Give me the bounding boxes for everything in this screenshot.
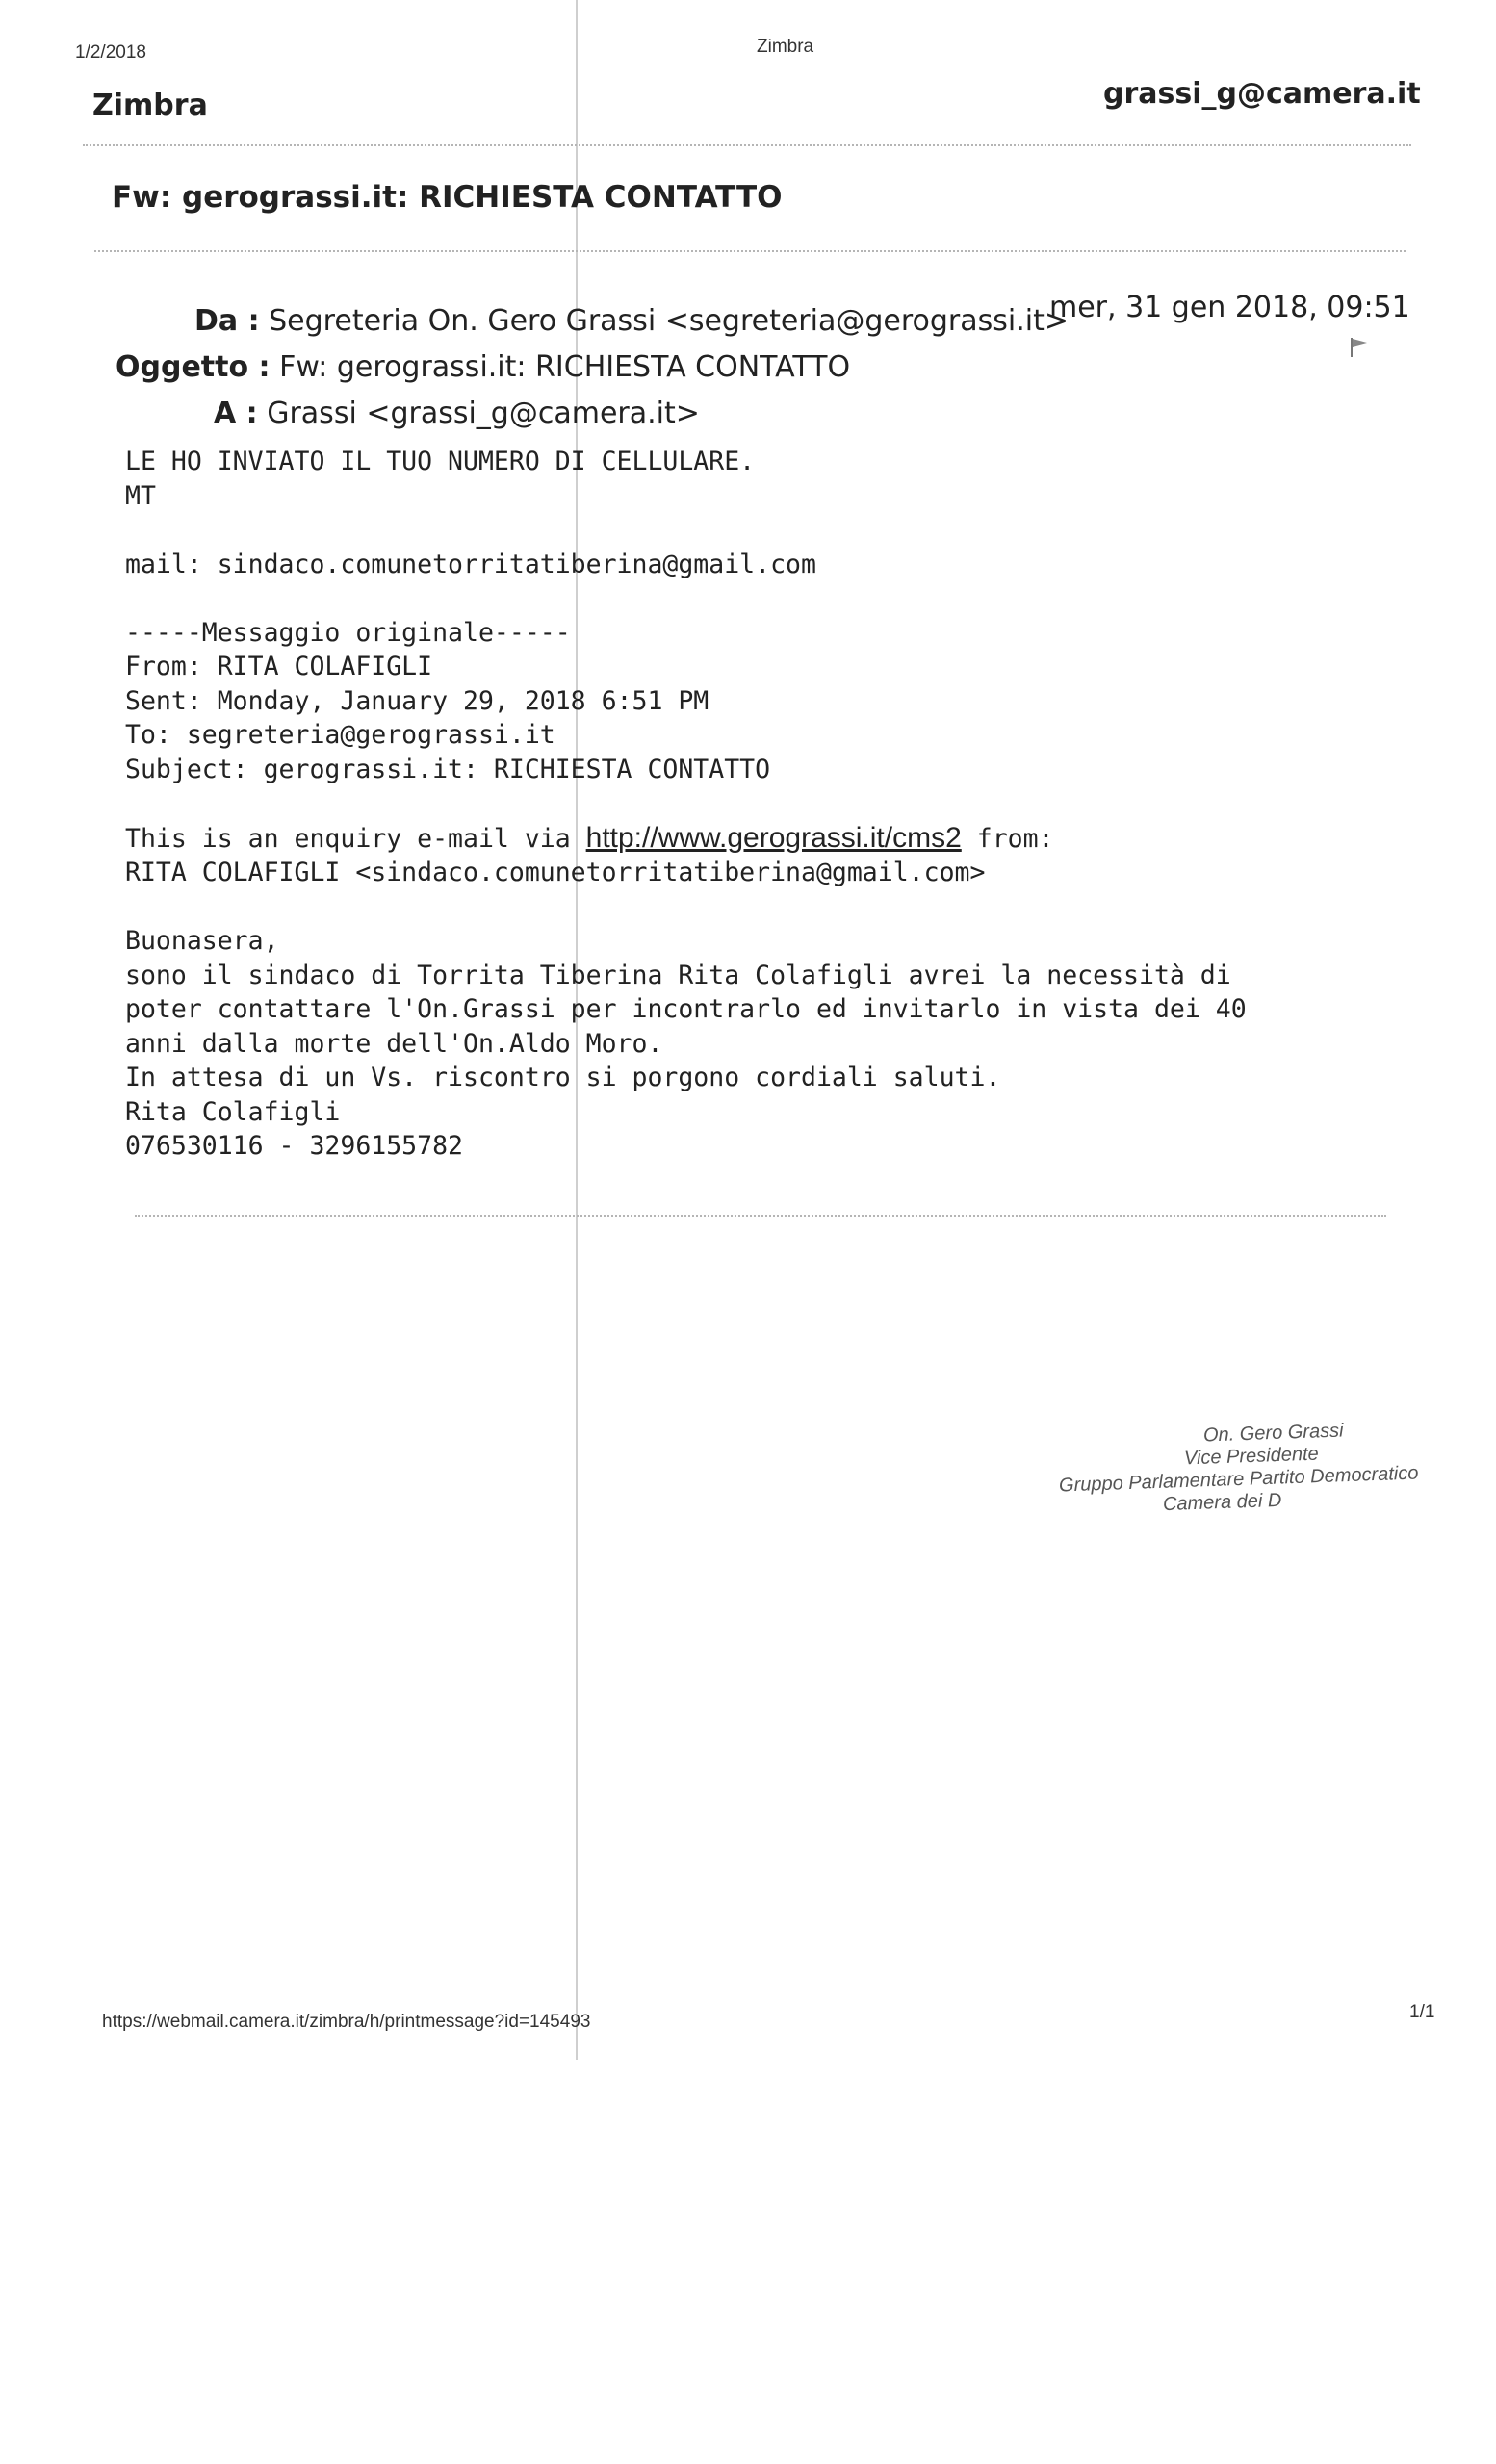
to-value[interactable]: Grassi <grassi_g@camera.it>	[267, 397, 700, 430]
page-number: 1/1	[1409, 2002, 1435, 2022]
subject-row	[116, 350, 850, 384]
from-label: Da :	[194, 304, 260, 338]
stamp-line: Vice Presidente	[1183, 1443, 1320, 1470]
message-body	[125, 445, 1247, 1164]
stamp-line: Gruppo Parlamentare Partito Democratico	[1058, 1462, 1419, 1497]
subject-value: Fw: gerograssi.it: RICHIESTA CONTATTO	[279, 350, 851, 384]
body-line: Subject: gerograssi.it: RICHIESTA CONTATTO	[125, 754, 771, 784]
account-email: grassi_g@camera.it	[1103, 77, 1421, 111]
divider	[94, 250, 1406, 252]
body-line: anni dalla morte dell'On.Aldo Moro.	[125, 1028, 663, 1059]
subject-label: Oggetto :	[116, 350, 271, 384]
body-line: In attesa di un Vs. riscontro si porgono cordiali saluti.	[125, 1063, 1001, 1092]
to-row	[214, 397, 700, 430]
body-line: This is an enquiry e-mail via	[125, 823, 586, 854]
body-line: Buonasera,	[125, 926, 279, 956]
body-line: From: RITA COLAFIGLI	[125, 652, 433, 681]
body-line: 076530116 - 3296155782	[125, 1131, 463, 1161]
enquiry-link[interactable]: http://www.gerograssi.it/cms2	[585, 821, 962, 854]
message-date: mer, 31 gen 2018, 09:51	[1049, 291, 1410, 324]
body-line: LE HO INVIATO IL TUO NUMERO DI CELLULARE.	[125, 447, 756, 476]
message-subject-title: Fw: gerograssi.it: RICHIESTA CONTATTO	[112, 180, 783, 215]
body-line: To: segreteria@gerograssi.it	[125, 720, 555, 750]
stamp-line: On. Gero Grassi	[1202, 1420, 1344, 1447]
from-row	[194, 304, 1069, 338]
stamp-line: Camera dei D	[1162, 1489, 1282, 1516]
print-app-name: Zimbra	[757, 37, 814, 57]
body-line: poter contattare l'On.Grassi per incontrarlo ed invitarlo in vista dei 40	[125, 994, 1247, 1024]
brand-title: Zimbra	[92, 89, 208, 122]
signature-stamp	[1058, 1420, 1473, 1516]
from-value[interactable]: Segreteria On. Gero Grassi <segreteria@gerograssi.it>	[269, 304, 1070, 338]
body-line: RITA COLAFIGLI <sindaco.comunetorritatiberina@gmail.com>	[125, 858, 986, 887]
body-line: mail: sindaco.comunetorritatiberina@gmail.com	[125, 549, 816, 579]
footer-url: https://webmail.camera.it/zimbra/h/printmessage?id=145493	[102, 2012, 591, 2032]
body-line: Sent: Monday, January 29, 2018 6:51 PM	[125, 685, 709, 716]
body-line: sono il sindaco di Torrita Tiberina Rita Colafigli avrei la necessità di	[125, 960, 1231, 990]
print-date: 1/2/2018	[75, 42, 146, 63]
body-line: -----Messaggio originale-----	[125, 617, 571, 648]
body-line: MT	[125, 480, 156, 511]
divider	[135, 1215, 1386, 1217]
flag-icon[interactable]	[1348, 335, 1371, 358]
to-label: A :	[214, 397, 258, 430]
body-line: from:	[961, 823, 1054, 854]
divider	[83, 144, 1411, 146]
body-line: Rita Colafigli	[125, 1096, 341, 1127]
